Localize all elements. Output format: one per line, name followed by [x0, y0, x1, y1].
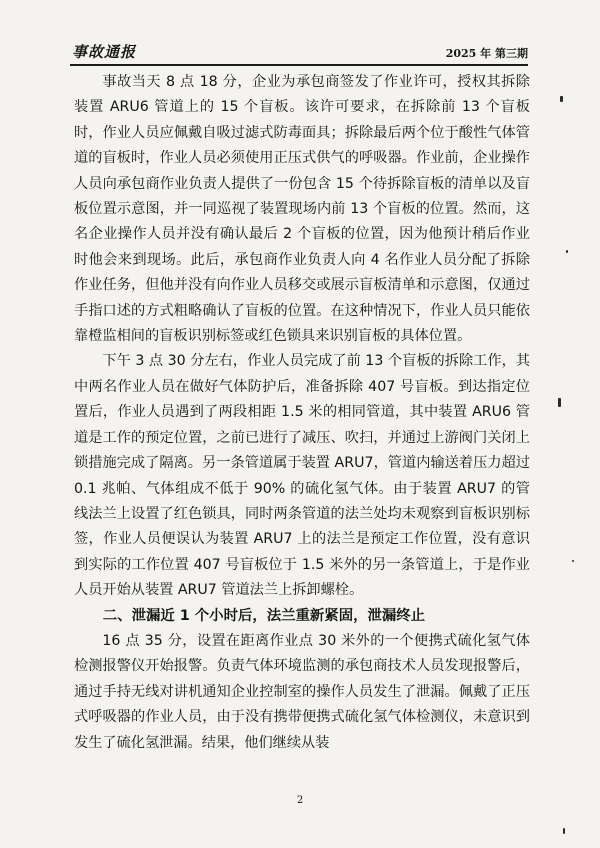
journal-title: 事故通报 — [72, 43, 137, 61]
issue-label: 2025 年 第三期 — [445, 47, 528, 60]
scan-speck — [563, 828, 565, 834]
scan-speck — [566, 250, 568, 253]
scan-speck — [572, 560, 574, 562]
section-heading: 二、泄漏近 1 个小时后，法兰重新紧固，泄漏终止 — [102, 607, 426, 624]
paragraph-3: 16 点 35 分，设置在距离作业点 30 米外的一个便携式硫化氢气体检测报警仪开始报警。负责气体环境监测的承包商技术人员发现报警后，通过手持无线对讲机通知企业控制室的操作人员发生了泄漏。佩戴了正压式呼吸器的作业人员，由于没有携带便携式硫化氢气体检测仪，未意识到发生了硫化氢泄漏。结果，他们继续从装 — [74, 632, 530, 751]
article-body — [74, 70, 530, 756]
header-rule — [70, 64, 528, 66]
page-number: 2 — [296, 795, 304, 806]
scan-speck — [558, 398, 561, 407]
paragraph-2: 下午 3 点 30 分左右，作业人员完成了前 13 个盲板的拆除工作，其中两名作业人员在做好气体防护后，准备拆除 407 号盲板。到达指定位置后，作业人员遇到了两段相距 1.5 米的相同管道，其中装置 ARU6 管道是工作的预定位置，之前已进行了减压、吹扫，并通过上游阀门关闭上锁措施完成了隔离。另一条管道属于装置 ARU7，管道内输送着压力超过 0.1 兆帕、气体组成不低于 90% 的硫化氢气体。由于装置 ARU7 的管线法兰上设置了红色锁具，同时两条管道的法兰处均未观察到盲板识别标签，作业人员便误认为装置 ARU7 上的法兰是预定工作位置，没有意识到实际的工作位置 407 号盲板位于 1.5 米外的另一条管道上，于是作业人员开始从装置 ARU7 管道法兰上拆卸螺栓。 — [74, 353, 530, 599]
paragraph-1: 事故当天 8 点 18 分，企业为承包商签发了作业许可，授权其拆除装置 ARU6 管道上的 15 个盲板。该许可要求，在拆除前 13 个盲板时，作业人员应佩戴自吸过滤式防毒面具；拆除最后两个位于酸性气体管道的盲板时，作业人员必须使用正压式供气的呼吸器。作业前，企业操作人员向承包商作业负责人提供了一份包含 15 个待拆除盲板的清单以及盲板位置示意图，并一同巡视了装置现场内前 13 个盲板的位置。然而，这名企业操作人员并没有确认最后 2 个盲板的位置，因为他预计稍后作业时他会来到现场。此后，承包商作业负责人向 4 名作业人员分配了拆除作业任务，但他并没有向作业人员移交或展示盲板清单和示意图，仅通过手指口述的方式粗略确认了盲板的位置。在这种情况下，作业人员只能依靠橙监相间的盲板识别标签或红色锁具来识别盲板的具体位置。 — [74, 74, 530, 345]
scan-speck — [560, 96, 563, 102]
